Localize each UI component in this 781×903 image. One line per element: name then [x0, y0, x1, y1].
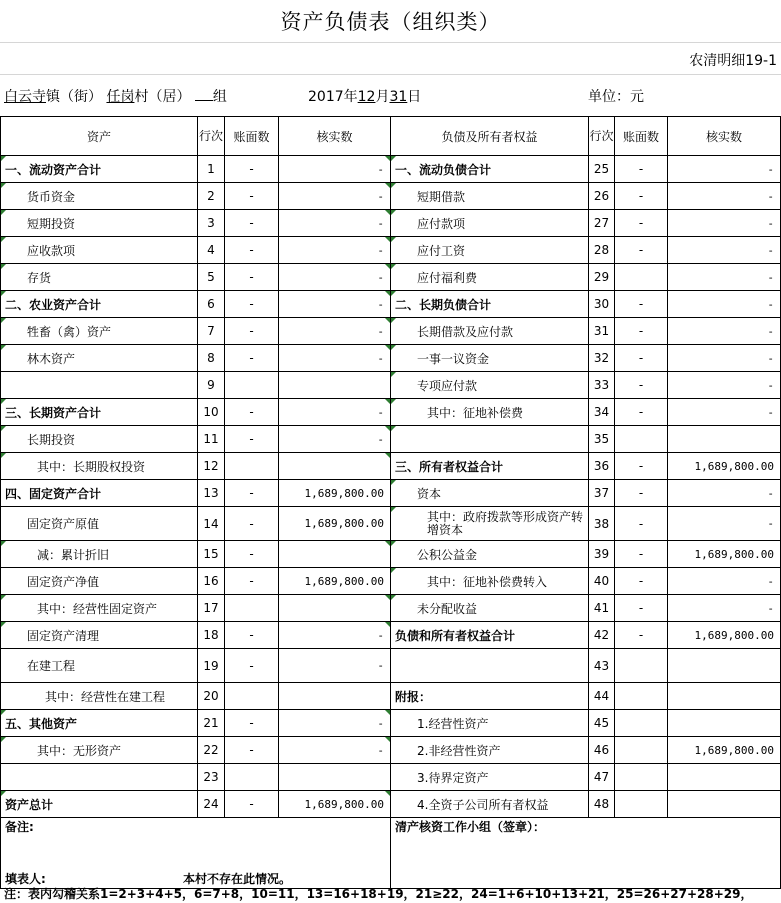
asset-name-cell: 固定资产清理 [1, 622, 198, 649]
liability-book-value-cell[interactable]: - [615, 210, 668, 237]
header-book-value-right: 账面数 [615, 117, 668, 156]
asset-name-cell: 资产总计 [1, 791, 198, 818]
table-row [1, 399, 781, 426]
liability-verified-value-cell[interactable]: 1,689,800.00 [668, 737, 781, 764]
table-row [1, 183, 781, 210]
asset-row-no-cell: 23 [198, 764, 225, 791]
liability-name-cell: 其中：征地补偿费转入 [391, 568, 589, 595]
liability-row-no-cell: 25 [589, 156, 615, 183]
footer-remark-row [1, 818, 781, 871]
day-suffix: 日 [407, 89, 422, 105]
asset-name-cell: 在建工程 [1, 649, 198, 683]
liability-row-no-cell: 39 [589, 541, 615, 568]
header-row-no: 行次 [198, 117, 225, 156]
liability-verified-value-cell[interactable]: - [668, 595, 781, 622]
asset-verified-value-cell[interactable]: - [279, 291, 391, 318]
liability-name-cell: 长期借款及应付款 [391, 318, 589, 345]
liability-verified-value-cell[interactable]: 1,689,800.00 [668, 622, 781, 649]
asset-book-value-cell[interactable]: - [225, 183, 279, 210]
liability-verified-value-cell[interactable]: - [668, 372, 781, 399]
asset-book-value-cell[interactable]: - [225, 237, 279, 264]
asset-row-no-cell: 7 [198, 318, 225, 345]
asset-verified-value-cell[interactable]: 1,689,800.00 [279, 791, 391, 818]
form-code: 农清明细19-1 [689, 53, 777, 69]
liability-name-cell: 二、长期负债合计 [391, 291, 589, 318]
liability-book-value-cell[interactable]: - [615, 568, 668, 595]
liability-verified-value-cell[interactable]: - [668, 507, 781, 541]
unit-label: 单位：元 [588, 89, 644, 105]
year-suffix: 年 [343, 89, 358, 105]
table-row [1, 568, 781, 595]
table-row [1, 507, 781, 541]
liability-verified-value-cell[interactable]: 1,689,800.00 [668, 541, 781, 568]
liability-book-value-cell[interactable]: - [615, 399, 668, 426]
header-verified-value-right: 核实数 [668, 117, 781, 156]
liability-book-value-cell[interactable]: - [615, 291, 668, 318]
month-suffix: 月 [375, 89, 390, 105]
table-row [1, 764, 781, 791]
table-row [1, 291, 781, 318]
town-suffix: 镇（街） [46, 89, 102, 105]
date-month[interactable]: 12 [357, 89, 376, 105]
liability-row-no-cell: 40 [589, 568, 615, 595]
liability-name-cell: 其中：政府拨款等形成资产转增资本 [391, 507, 589, 541]
liability-verified-value-cell[interactable]: - [668, 156, 781, 183]
asset-row-no-cell: 9 [198, 372, 225, 399]
liability-name-cell: 附报： [391, 683, 589, 710]
liability-row-no-cell: 29 [589, 264, 615, 291]
asset-row-no-cell: 8 [198, 345, 225, 372]
asset-name-cell [1, 372, 198, 399]
liability-name-cell: 一事一议资金 [391, 345, 589, 372]
liability-row-no-cell: 26 [589, 183, 615, 210]
liability-book-value-cell[interactable]: - [615, 156, 668, 183]
asset-row-no-cell: 24 [198, 791, 225, 818]
team-sign-label: 清产核资工作小组（签章）： [395, 820, 546, 834]
liability-name-cell: 应付工资 [391, 237, 589, 264]
asset-name-cell: 短期投资 [1, 210, 198, 237]
liability-book-value-cell[interactable]: - [615, 507, 668, 541]
table-row [1, 345, 781, 372]
liability-verified-value-cell[interactable] [668, 710, 781, 737]
liability-verified-value-cell[interactable]: - [668, 568, 781, 595]
liability-row-no-cell: 34 [589, 399, 615, 426]
town-name[interactable]: 白云寺 [4, 89, 46, 105]
liability-name-cell: 公积公益金 [391, 541, 589, 568]
liability-book-value-cell[interactable]: - [615, 372, 668, 399]
asset-verified-value-cell[interactable]: 1,689,800.00 [279, 568, 391, 595]
asset-row-no-cell: 10 [198, 399, 225, 426]
page-title: 资产负债表（组织类） [280, 10, 501, 34]
asset-row-no-cell: 21 [198, 710, 225, 737]
asset-name-cell: 二、农业资产合计 [1, 291, 198, 318]
asset-name-cell [1, 764, 198, 791]
asset-row-no-cell: 20 [198, 683, 225, 710]
table-row [1, 318, 781, 345]
asset-verified-value-cell[interactable]: - [279, 710, 391, 737]
asset-row-no-cell: 1 [198, 156, 225, 183]
asset-name-cell: 长期投资 [1, 426, 198, 453]
liability-name-cell: 一、流动负债合计 [391, 156, 589, 183]
header-liabilities: 负债及所有者权益 [391, 117, 589, 156]
liability-row-no-cell: 27 [589, 210, 615, 237]
asset-book-value-cell[interactable]: - [225, 480, 279, 507]
table-row [1, 480, 781, 507]
asset-row-no-cell: 3 [198, 210, 225, 237]
asset-name-cell: 一、流动资产合计 [1, 156, 198, 183]
liability-book-value-cell[interactable]: - [615, 183, 668, 210]
table-row [1, 237, 781, 264]
asset-row-no-cell: 12 [198, 453, 225, 480]
liability-book-value-cell[interactable] [615, 683, 668, 710]
asset-verified-value-cell[interactable]: - [279, 156, 391, 183]
remark-cell [1, 818, 391, 871]
liability-verified-value-cell[interactable]: - [668, 345, 781, 372]
asset-book-value-cell[interactable]: - [225, 345, 279, 372]
liability-name-cell: 三、所有者权益合计 [391, 453, 589, 480]
asset-verified-value-cell[interactable]: - [279, 426, 391, 453]
asset-book-value-cell[interactable]: - [225, 649, 279, 683]
balance-sheet-table [0, 116, 781, 889]
group-field[interactable] [195, 86, 213, 101]
asset-verified-value-cell[interactable]: - [279, 264, 391, 291]
asset-book-value-cell[interactable]: - [225, 737, 279, 764]
asset-name-cell: 其中：长期股权投资 [1, 453, 198, 480]
asset-row-no-cell: 13 [198, 480, 225, 507]
header-row [1, 117, 781, 156]
header-verified-value: 核实数 [279, 117, 391, 156]
asset-name-cell: 存货 [1, 264, 198, 291]
asset-row-no-cell: 15 [198, 541, 225, 568]
liability-name-cell: 短期借款 [391, 183, 589, 210]
asset-row-no-cell: 16 [198, 568, 225, 595]
asset-name-cell: 固定资产净值 [1, 568, 198, 595]
liability-row-no-cell: 43 [589, 649, 615, 683]
header-row-no-right: 行次 [589, 117, 615, 156]
liability-book-value-cell[interactable] [615, 764, 668, 791]
liability-book-value-cell[interactable]: - [615, 595, 668, 622]
liability-book-value-cell[interactable]: - [615, 345, 668, 372]
header-assets: 资产 [1, 117, 198, 156]
asset-verified-value-cell[interactable] [279, 683, 391, 710]
liability-row-no-cell: 32 [589, 345, 615, 372]
liability-row-no-cell: 38 [589, 507, 615, 541]
table-row [1, 264, 781, 291]
liability-row-no-cell: 37 [589, 480, 615, 507]
village-name[interactable]: 任岗 [106, 89, 135, 105]
liability-book-value-cell[interactable] [615, 426, 668, 453]
liability-verified-value-cell[interactable]: - [668, 237, 781, 264]
asset-name-cell: 应收款项 [1, 237, 198, 264]
asset-verified-value-cell[interactable] [279, 595, 391, 622]
team-sign-cell [391, 818, 781, 889]
table-row [1, 710, 781, 737]
asset-book-value-cell[interactable]: - [225, 426, 279, 453]
asset-verified-value-cell[interactable] [279, 372, 391, 399]
liability-book-value-cell[interactable] [615, 649, 668, 683]
asset-name-cell: 牲畜（禽）资产 [1, 318, 198, 345]
liability-name-cell: 4.全资子公司所有者权益 [391, 791, 589, 818]
asset-row-no-cell: 19 [198, 649, 225, 683]
asset-book-value-cell[interactable]: - [225, 507, 279, 541]
asset-book-value-cell[interactable] [225, 683, 279, 710]
asset-name-cell: 其中：经营性固定资产 [1, 595, 198, 622]
asset-verified-value-cell[interactable]: 1,689,800.00 [279, 507, 391, 541]
liability-row-no-cell: 48 [589, 791, 615, 818]
asset-row-no-cell: 11 [198, 426, 225, 453]
table-row [1, 791, 781, 818]
asset-name-cell: 减：累计折旧 [1, 541, 198, 568]
liability-book-value-cell[interactable] [615, 737, 668, 764]
asset-book-value-cell[interactable] [225, 595, 279, 622]
liability-verified-value-cell[interactable]: - [668, 183, 781, 210]
asset-book-value-cell[interactable]: - [225, 264, 279, 291]
liability-row-no-cell: 46 [589, 737, 615, 764]
liability-name-cell: 负债和所有者权益合计 [391, 622, 589, 649]
table-row [1, 210, 781, 237]
village-suffix: 村（居） [134, 89, 191, 105]
liability-name-cell: 应付款项 [391, 210, 589, 237]
asset-verified-value-cell[interactable]: - [279, 622, 391, 649]
liability-book-value-cell[interactable]: - [615, 622, 668, 649]
asset-verified-value-cell[interactable]: - [279, 183, 391, 210]
remark-label: 备注: [5, 820, 34, 834]
liability-verified-value-cell[interactable]: - [668, 291, 781, 318]
liability-name-cell: 3.待界定资产 [391, 764, 589, 791]
location-line [4, 86, 227, 106]
liability-row-no-cell: 36 [589, 453, 615, 480]
liability-row-no-cell: 35 [589, 426, 615, 453]
asset-verified-value-cell[interactable] [279, 453, 391, 480]
village-note: 本村不存在此情况。 [183, 872, 292, 886]
liability-name-cell: 其中：征地补偿费 [391, 399, 589, 426]
asset-row-no-cell: 18 [198, 622, 225, 649]
filler-label: 填表人: [5, 872, 46, 886]
liability-verified-value-cell[interactable] [668, 426, 781, 453]
liability-name-cell: 应付福利费 [391, 264, 589, 291]
asset-name-cell: 固定资产原值 [1, 507, 198, 541]
asset-row-no-cell: 6 [198, 291, 225, 318]
liability-verified-value-cell[interactable] [668, 764, 781, 791]
table-row [1, 453, 781, 480]
asset-name-cell: 其中：经营性在建工程 [1, 683, 198, 710]
asset-book-value-cell[interactable]: - [225, 291, 279, 318]
liability-book-value-cell[interactable]: - [615, 541, 668, 568]
asset-name-cell: 五、其他资产 [1, 710, 198, 737]
asset-verified-value-cell[interactable]: - [279, 210, 391, 237]
liability-name-cell [391, 649, 589, 683]
table-row [1, 372, 781, 399]
liability-row-no-cell: 28 [589, 237, 615, 264]
liability-book-value-cell[interactable] [615, 710, 668, 737]
asset-book-value-cell[interactable] [225, 764, 279, 791]
liability-verified-value-cell[interactable]: - [668, 210, 781, 237]
asset-name-cell: 林木资产 [1, 345, 198, 372]
liability-book-value-cell[interactable]: - [615, 318, 668, 345]
asset-row-no-cell: 5 [198, 264, 225, 291]
asset-name-cell: 三、长期资产合计 [1, 399, 198, 426]
asset-book-value-cell[interactable]: - [225, 791, 279, 818]
liability-book-value-cell[interactable]: - [615, 453, 668, 480]
liability-verified-value-cell[interactable] [668, 683, 781, 710]
table-row [1, 622, 781, 649]
liability-row-no-cell: 41 [589, 595, 615, 622]
liability-name-cell [391, 426, 589, 453]
liability-verified-value-cell[interactable] [668, 649, 781, 683]
liability-row-no-cell: 45 [589, 710, 615, 737]
liability-row-no-cell: 42 [589, 622, 615, 649]
asset-name-cell: 其中：无形资产 [1, 737, 198, 764]
asset-book-value-cell[interactable]: - [225, 210, 279, 237]
asset-verified-value-cell[interactable]: - [279, 237, 391, 264]
liability-name-cell: 专项应付款 [391, 372, 589, 399]
report-date [308, 86, 421, 106]
asset-verified-value-cell[interactable]: - [279, 649, 391, 683]
table-row [1, 649, 781, 683]
liability-row-no-cell: 44 [589, 683, 615, 710]
asset-book-value-cell[interactable]: - [225, 541, 279, 568]
asset-verified-value-cell[interactable]: - [279, 318, 391, 345]
asset-book-value-cell[interactable]: - [225, 622, 279, 649]
liability-verified-value-cell[interactable]: - [668, 264, 781, 291]
date-day[interactable]: 31 [389, 89, 408, 105]
liability-verified-value-cell[interactable]: - [668, 318, 781, 345]
table-row [1, 541, 781, 568]
table-row [1, 426, 781, 453]
liability-row-no-cell: 33 [589, 372, 615, 399]
asset-row-no-cell: 4 [198, 237, 225, 264]
liability-name-cell: 资本 [391, 480, 589, 507]
asset-book-value-cell[interactable]: - [225, 568, 279, 595]
divider [0, 74, 781, 75]
table-row [1, 737, 781, 764]
header-book-value: 账面数 [225, 117, 279, 156]
liability-book-value-cell[interactable] [615, 264, 668, 291]
liability-name-cell: 2.非经营性资产 [391, 737, 589, 764]
liability-name-cell: 1.经营性资产 [391, 710, 589, 737]
liability-verified-value-cell[interactable]: - [668, 480, 781, 507]
liability-verified-value-cell[interactable]: - [668, 399, 781, 426]
liability-row-no-cell: 30 [589, 291, 615, 318]
liability-name-cell: 未分配收益 [391, 595, 589, 622]
table-row [1, 156, 781, 183]
divider [0, 42, 781, 43]
asset-verified-value-cell[interactable]: - [279, 399, 391, 426]
asset-row-no-cell: 2 [198, 183, 225, 210]
liability-verified-value-cell[interactable] [668, 791, 781, 818]
asset-name-cell: 四、固定资产合计 [1, 480, 198, 507]
asset-verified-value-cell[interactable] [279, 764, 391, 791]
asset-book-value-cell[interactable]: - [225, 156, 279, 183]
asset-row-no-cell: 14 [198, 507, 225, 541]
liability-row-no-cell: 47 [589, 764, 615, 791]
table-row [1, 683, 781, 710]
date-year[interactable]: 2017 [308, 89, 344, 105]
liability-book-value-cell[interactable]: - [615, 480, 668, 507]
liability-verified-value-cell[interactable]: 1,689,800.00 [668, 453, 781, 480]
group-suffix: 组 [212, 89, 227, 105]
footnote: 注：表内勾稽关系1=2+3+4+5，6=7+8，10=11，13=16+18+19，21≥22，24=1+6+10+13+21，25=26+27+28+29， [4, 887, 753, 901]
asset-verified-value-cell[interactable] [279, 541, 391, 568]
liability-book-value-cell[interactable] [615, 791, 668, 818]
asset-book-value-cell[interactable]: - [225, 710, 279, 737]
asset-book-value-cell[interactable] [225, 372, 279, 399]
asset-book-value-cell[interactable] [225, 453, 279, 480]
asset-book-value-cell[interactable]: - [225, 318, 279, 345]
liability-row-no-cell: 31 [589, 318, 615, 345]
asset-verified-value-cell[interactable]: 1,689,800.00 [279, 480, 391, 507]
asset-verified-value-cell[interactable]: - [279, 345, 391, 372]
table-row [1, 595, 781, 622]
asset-name-cell: 货币资金 [1, 183, 198, 210]
asset-row-no-cell: 22 [198, 737, 225, 764]
asset-book-value-cell[interactable]: - [225, 399, 279, 426]
liability-book-value-cell[interactable]: - [615, 237, 668, 264]
asset-verified-value-cell[interactable]: - [279, 737, 391, 764]
asset-row-no-cell: 17 [198, 595, 225, 622]
